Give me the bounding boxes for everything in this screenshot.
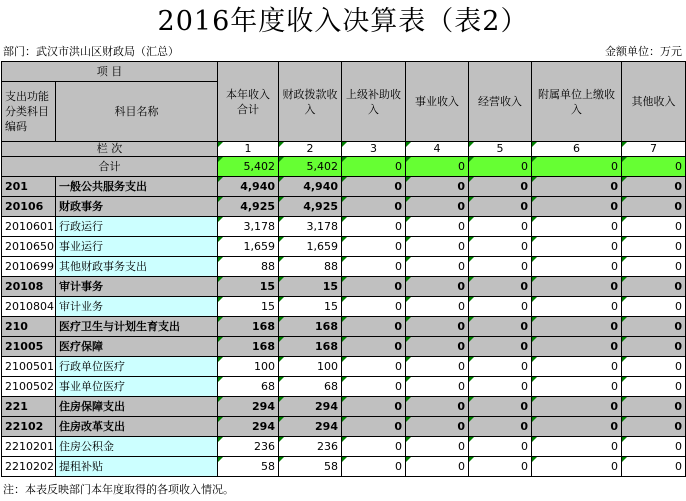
row-name: 审计事务 — [56, 277, 218, 297]
row-value: 0 — [532, 197, 622, 217]
row-name: 住房改革支出 — [56, 417, 218, 437]
row-code: 2100501 — [2, 357, 56, 377]
row-value: 0 — [622, 317, 686, 337]
total-value: 0 — [622, 157, 686, 177]
table-row — [2, 357, 686, 377]
table-row — [2, 437, 686, 457]
row-value: 58 — [218, 457, 279, 477]
row-value: 0 — [622, 257, 686, 277]
row-value: 0 — [532, 337, 622, 357]
row-value: 0 — [532, 317, 622, 337]
seq-number: 4 — [406, 142, 469, 157]
row-value: 0 — [342, 397, 406, 417]
table-row — [2, 417, 686, 437]
table-row — [2, 377, 686, 397]
seq-number: 5 — [469, 142, 532, 157]
row-value: 0 — [406, 357, 469, 377]
seq-label: 栏 次 — [2, 142, 218, 157]
table-row — [2, 297, 686, 317]
row-code: 201 — [2, 177, 56, 197]
table-row — [2, 277, 686, 297]
row-value: 0 — [532, 397, 622, 417]
row-value: 1,659 — [279, 237, 342, 257]
row-value: 0 — [532, 297, 622, 317]
row-value: 0 — [406, 197, 469, 217]
table-row — [2, 237, 686, 257]
row-value: 0 — [622, 437, 686, 457]
row-value: 0 — [469, 457, 532, 477]
report-title: 2016年度收入决算表（表2） — [157, 6, 529, 37]
code-header: 支出功能分类科目编码 — [2, 82, 56, 142]
row-value: 4,925 — [279, 197, 342, 217]
row-value: 168 — [279, 337, 342, 357]
row-value: 0 — [469, 357, 532, 377]
row-value: 0 — [622, 197, 686, 217]
row-value: 0 — [532, 377, 622, 397]
row-code: 2210202 — [2, 457, 56, 477]
row-value: 0 — [469, 317, 532, 337]
row-value: 0 — [406, 457, 469, 477]
row-value: 0 — [342, 217, 406, 237]
table-row — [2, 337, 686, 357]
row-value: 0 — [469, 377, 532, 397]
row-code: 21005 — [2, 337, 56, 357]
row-value: 0 — [342, 417, 406, 437]
row-value: 0 — [342, 317, 406, 337]
row-value: 0 — [469, 397, 532, 417]
row-value: 0 — [406, 437, 469, 457]
row-value: 100 — [279, 357, 342, 377]
row-code: 2010601 — [2, 217, 56, 237]
col-header-1: 本年收入合计 — [218, 62, 279, 142]
row-value: 0 — [342, 337, 406, 357]
row-value: 0 — [342, 277, 406, 297]
row-code: 221 — [2, 397, 56, 417]
row-code: 2210201 — [2, 437, 56, 457]
row-value: 0 — [532, 437, 622, 457]
row-value: 0 — [342, 177, 406, 197]
table-row — [2, 217, 686, 237]
row-value: 0 — [532, 217, 622, 237]
row-value: 15 — [279, 277, 342, 297]
row-value: 0 — [406, 337, 469, 357]
row-value: 0 — [406, 417, 469, 437]
row-name: 医疗卫生与计划生育支出 — [56, 317, 218, 337]
row-value: 0 — [532, 237, 622, 257]
row-value: 15 — [218, 297, 279, 317]
row-value: 4,940 — [279, 177, 342, 197]
table-row — [2, 197, 686, 217]
header-row-1 — [2, 62, 686, 82]
table-row — [2, 457, 686, 477]
row-value: 58 — [279, 457, 342, 477]
row-value: 294 — [279, 397, 342, 417]
row-code: 22102 — [2, 417, 56, 437]
row-value: 4,925 — [218, 197, 279, 217]
row-value: 0 — [622, 337, 686, 357]
row-value: 0 — [532, 177, 622, 197]
row-value: 0 — [532, 417, 622, 437]
row-name: 审计业务 — [56, 297, 218, 317]
income-table — [1, 61, 686, 477]
row-value: 15 — [218, 277, 279, 297]
total-value: 0 — [406, 157, 469, 177]
row-value: 0 — [622, 417, 686, 437]
row-name: 行政运行 — [56, 217, 218, 237]
row-value: 236 — [218, 437, 279, 457]
row-name: 财政事务 — [56, 197, 218, 217]
row-value: 0 — [469, 177, 532, 197]
col-header-4: 事业收入 — [406, 62, 469, 142]
seq-number: 2 — [279, 142, 342, 157]
row-value: 0 — [342, 237, 406, 257]
table-row — [2, 177, 686, 197]
row-name: 住房公积金 — [56, 437, 218, 457]
row-name: 事业运行 — [56, 237, 218, 257]
row-value: 0 — [406, 277, 469, 297]
seq-number: 6 — [532, 142, 622, 157]
seq-row — [2, 142, 686, 157]
total-value: 0 — [532, 157, 622, 177]
total-value: 5,402 — [218, 157, 279, 177]
row-code: 2010699 — [2, 257, 56, 277]
col-header-3: 上级补助收入 — [342, 62, 406, 142]
total-label: 合计 — [2, 157, 218, 177]
row-name: 医疗保障 — [56, 337, 218, 357]
table-row — [2, 317, 686, 337]
row-value: 0 — [622, 457, 686, 477]
row-name: 行政单位医疗 — [56, 357, 218, 377]
row-value: 0 — [469, 217, 532, 237]
row-value: 0 — [469, 197, 532, 217]
table-row — [2, 257, 686, 277]
row-value: 0 — [406, 397, 469, 417]
row-value: 0 — [622, 217, 686, 237]
row-value: 0 — [342, 197, 406, 217]
row-code: 2010650 — [2, 237, 56, 257]
row-value: 0 — [342, 257, 406, 277]
row-code: 20106 — [2, 197, 56, 217]
table-row — [2, 397, 686, 417]
row-value: 0 — [469, 417, 532, 437]
row-value: 168 — [279, 317, 342, 337]
row-value: 236 — [279, 437, 342, 457]
unit-label: 金额单位：万元 — [605, 45, 682, 58]
table-body — [2, 62, 686, 477]
row-value: 0 — [406, 377, 469, 397]
row-value: 0 — [469, 437, 532, 457]
row-value: 0 — [622, 357, 686, 377]
total-value: 0 — [469, 157, 532, 177]
row-value: 0 — [622, 277, 686, 297]
row-value: 3,178 — [218, 217, 279, 237]
row-value: 294 — [279, 417, 342, 437]
row-value: 3,178 — [279, 217, 342, 237]
seq-number: 3 — [342, 142, 406, 157]
row-value: 68 — [279, 377, 342, 397]
row-value: 68 — [218, 377, 279, 397]
row-value: 0 — [622, 177, 686, 197]
row-name: 其他财政事务支出 — [56, 257, 218, 277]
row-value: 0 — [342, 357, 406, 377]
department-label: 部门：武汉市洪山区财政局（汇总） — [3, 45, 179, 58]
row-value: 0 — [532, 357, 622, 377]
row-value: 1,659 — [218, 237, 279, 257]
row-value: 0 — [406, 317, 469, 337]
row-value: 0 — [406, 257, 469, 277]
row-value: 0 — [622, 297, 686, 317]
row-code: 2010804 — [2, 297, 56, 317]
col-header-2: 财政拨款收入 — [279, 62, 342, 142]
row-value: 0 — [406, 177, 469, 197]
row-name: 住房保障支出 — [56, 397, 218, 417]
row-code: 20108 — [2, 277, 56, 297]
row-value: 0 — [469, 337, 532, 357]
row-value: 0 — [469, 297, 532, 317]
item-header: 项 目 — [2, 62, 218, 82]
row-value: 0 — [342, 457, 406, 477]
row-value: 0 — [342, 437, 406, 457]
total-value: 0 — [342, 157, 406, 177]
row-value: 0 — [469, 237, 532, 257]
row-value: 168 — [218, 317, 279, 337]
row-code: 210 — [2, 317, 56, 337]
row-value: 88 — [218, 257, 279, 277]
seq-number: 7 — [622, 142, 686, 157]
row-value: 0 — [532, 457, 622, 477]
row-value: 0 — [532, 257, 622, 277]
seq-number: 1 — [218, 142, 279, 157]
row-value: 294 — [218, 417, 279, 437]
name-header: 科目名称 — [56, 82, 218, 142]
row-value: 0 — [469, 277, 532, 297]
row-value: 100 — [218, 357, 279, 377]
col-header-5: 经营收入 — [469, 62, 532, 142]
row-value: 0 — [342, 297, 406, 317]
row-value: 294 — [218, 397, 279, 417]
row-value: 0 — [469, 257, 532, 277]
row-value: 15 — [279, 297, 342, 317]
footnote: 注：本表反映部门本年度取得的各项收入情况。 — [3, 483, 234, 496]
row-value: 168 — [218, 337, 279, 357]
row-name: 一般公共服务支出 — [56, 177, 218, 197]
row-value: 4,940 — [218, 177, 279, 197]
row-value: 0 — [622, 237, 686, 257]
row-value: 0 — [406, 237, 469, 257]
col-header-7: 其他收入 — [622, 62, 686, 142]
total-row — [2, 157, 686, 177]
row-code: 2100502 — [2, 377, 56, 397]
row-value: 0 — [532, 277, 622, 297]
row-name: 事业单位医疗 — [56, 377, 218, 397]
row-value: 0 — [406, 297, 469, 317]
col-header-6: 附属单位上缴收入 — [532, 62, 622, 142]
row-value: 0 — [622, 377, 686, 397]
total-value: 5,402 — [279, 157, 342, 177]
row-value: 0 — [342, 377, 406, 397]
row-value: 0 — [622, 397, 686, 417]
row-value: 0 — [406, 217, 469, 237]
row-name: 提租补贴 — [56, 457, 218, 477]
row-value: 88 — [279, 257, 342, 277]
